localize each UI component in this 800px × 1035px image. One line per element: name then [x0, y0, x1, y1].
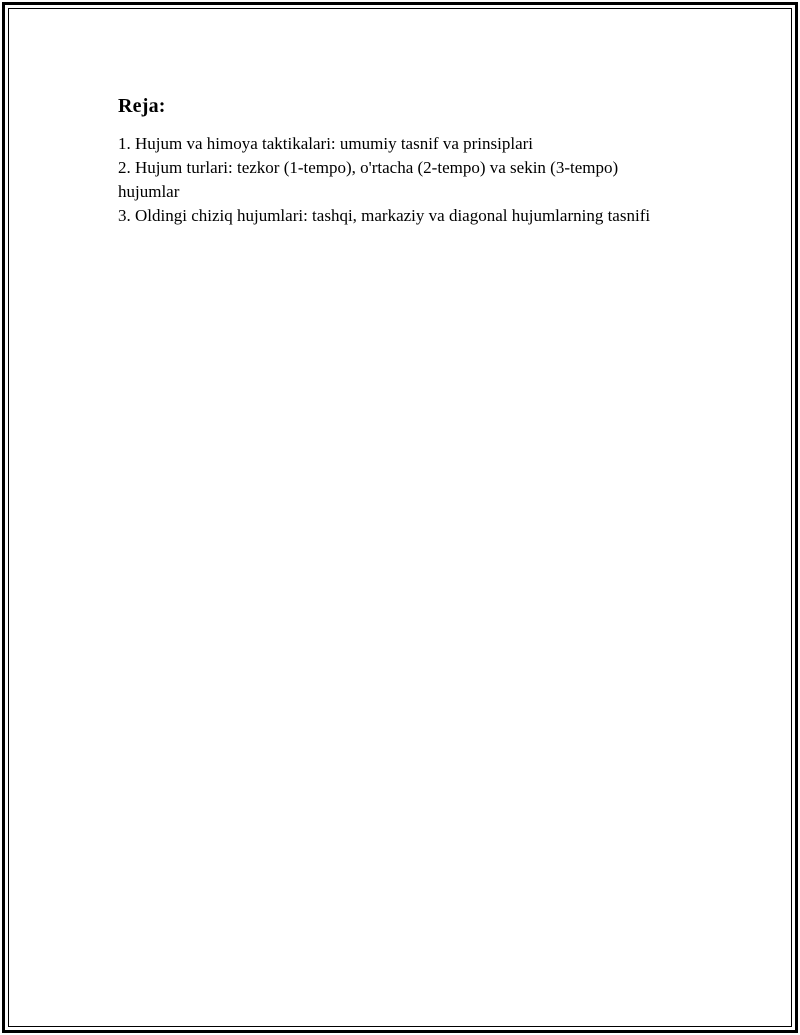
plan-heading: Reja:	[118, 95, 166, 117]
plan-list	[118, 132, 678, 228]
plan-item-2: 2. Hujum turlari: tezkor (1-tempo), o'rtacha (2-tempo) va sekin (3-tempo) hujumlar	[118, 158, 619, 201]
plan-item-3: 3. Oldingi chiziq hujumlari: tashqi, markaziy va diagonal hujumlarning tasnifi	[118, 206, 651, 225]
plan-item-1: 1. Hujum va himoya taktikalari: umumiy tasnif va prinsiplari	[118, 134, 534, 153]
document-content	[118, 94, 678, 228]
